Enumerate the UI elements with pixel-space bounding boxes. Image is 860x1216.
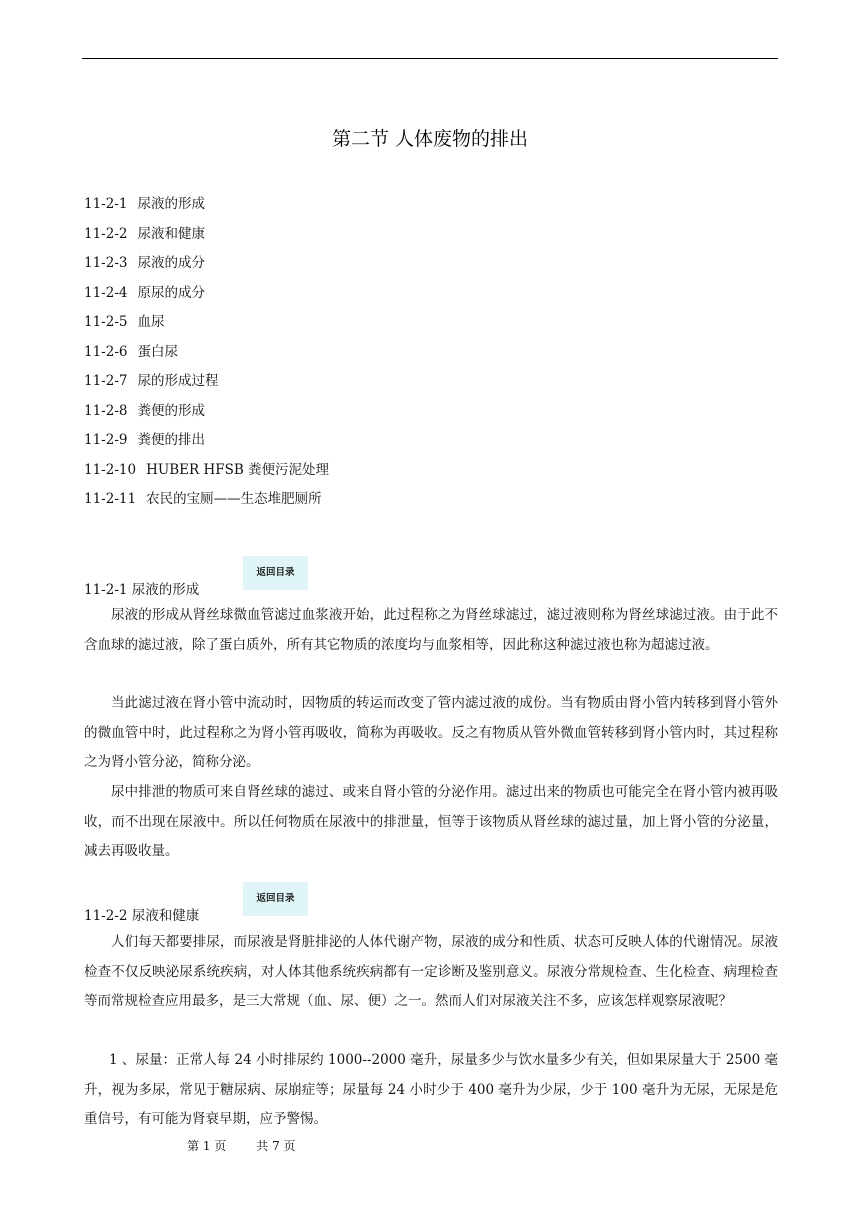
header-rule <box>82 58 778 59</box>
toc-item-label: 农民的宝厕——生态堆肥厕所 <box>146 491 322 507</box>
toc-item-label: 粪便的排出 <box>137 432 205 448</box>
section-heading: 11-2-1 尿液的形成 <box>84 582 200 598</box>
toc-item-number: 11-2-4 <box>84 284 128 301</box>
toc-item[interactable] <box>84 488 329 518</box>
toc-item[interactable] <box>84 341 329 371</box>
toc-item-label: HUBER HFSB 粪便污泥处理 <box>146 461 330 478</box>
toc-item-number: 11-2-2 <box>84 225 128 242</box>
toc-item-number: 11-2-7 <box>84 373 128 389</box>
paragraph: 尿液的形成从肾丝球微血管滤过血浆液开始，此过程称之为肾丝球滤过，滤过液则称为肾丝球滤过液。由于此不含血球的滤过液，除了蛋白质外，所有其它物质的浓度均与血浆相等，因此称这种滤过液也称为超滤过液。 <box>84 607 778 653</box>
toc-item[interactable] <box>84 429 329 459</box>
toc-item-number: 11-2-5 <box>84 314 128 330</box>
page-number: 第 1 页 <box>187 1139 227 1153</box>
table-of-contents <box>84 193 329 518</box>
toc-item[interactable] <box>84 370 329 400</box>
page-footer <box>187 1137 296 1154</box>
toc-item[interactable] <box>84 252 329 282</box>
toc-item[interactable] <box>84 400 329 430</box>
toc-item-number: 11-2-9 <box>84 432 128 448</box>
back-to-toc-button[interactable]: 返回目录 <box>243 556 308 590</box>
page-title: 第二节 人体废物的排出 <box>331 128 529 150</box>
toc-item-number: 11-2-3 <box>84 255 128 271</box>
paragraph: 当此滤过液在肾小管中流动时，因物质的转运而改变了管内滤过液的成份。当有物质由肾小管内转移到肾小管外的微血管中时，此过程称之为肾小管再吸收，简称为再吸收。反之有物质从管外微血管转移到肾小管内时，其过程称之为肾小管分泌，简称分泌。 <box>84 695 778 770</box>
toc-item-label: 尿的形成过程 <box>137 373 219 389</box>
toc-item[interactable] <box>84 459 329 489</box>
toc-item-label: 尿液的形成 <box>137 196 205 212</box>
toc-item-number: 11-2-10 <box>84 461 137 478</box>
toc-item-number: 11-2-1 <box>84 196 128 212</box>
toc-item-label: 尿液的成分 <box>137 255 205 271</box>
back-to-toc-button[interactable]: 返回目录 <box>243 882 308 916</box>
toc-item-label: 尿液和健康 <box>137 225 205 242</box>
paragraph: 1 、尿量：正常人每 24 小时排尿约 1000--2000 毫升，尿量多少与饮水量多少有关，但如果尿量大于 2500 毫升，视为多尿，常见于糖尿病、尿崩症等；尿量每 24 小时少于 400 毫升为少尿，少于 100 毫升为无尿，无尿是危重信号，有可能为肾衰早期，应予警惕。 <box>84 1052 778 1127</box>
paragraph: 尿中排泄的物质可来自肾丝球的滤过、或来自肾小管的分泌作用。滤过出来的物质也可能完全在肾小管内被再吸收，而不出现在尿液中。所以任何物质在尿液中的排泄量，恒等于该物质从肾丝球的滤过量，加上肾小管的分泌量，减去再吸收量。 <box>84 784 778 859</box>
toc-item-label: 粪便的形成 <box>137 402 205 419</box>
toc-item[interactable] <box>84 282 329 312</box>
page-total: 共 7 页 <box>256 1139 296 1153</box>
toc-item-number: 11-2-6 <box>84 343 128 360</box>
toc-item-number: 11-2-11 <box>84 491 137 507</box>
toc-item[interactable] <box>84 193 329 223</box>
toc-item-label: 蛋白尿 <box>137 343 178 360</box>
paragraph: 人们每天都要排尿，而尿液是肾脏排泌的人体代谢产物，尿液的成分和性质、状态可反映人体的代谢情况。尿液检查不仅反映泌尿系统疾病，对人体其他系统疾病都有一定诊断及鉴别意义。尿液分常规检查、生化检查、病理检查等而常规检查应用最多，是三大常规（血、尿、便）之一。然而人们对尿液关注不多，应该怎样观察尿液呢？ <box>84 934 778 1009</box>
section-heading: 11-2-2 尿液和健康 <box>84 908 200 924</box>
toc-item[interactable] <box>84 311 329 341</box>
toc-item-label: 原尿的成分 <box>137 284 205 301</box>
toc-item-number: 11-2-8 <box>84 402 128 419</box>
toc-item[interactable] <box>84 223 329 253</box>
toc-item-label: 血尿 <box>137 314 165 330</box>
